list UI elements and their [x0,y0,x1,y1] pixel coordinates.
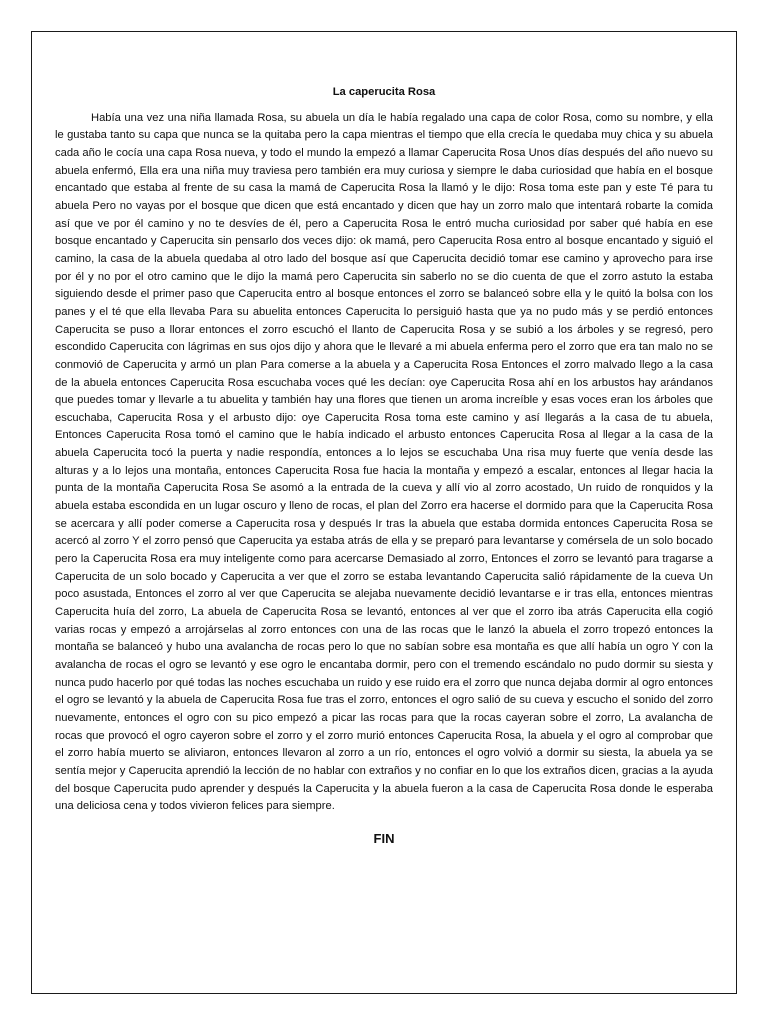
story-paragraph: Había una vez una niña llamada Rosa, su abuela un día le había regalado una capa de color Rosa, como su nombre, y ella le gustaba tanto su capa que nunca se la quitaba pero la capa mientras el tiempo que ella crecía le quedaba muy chica y su abuela cada año le cocía una capa Rosa nueva, y todo el mundo la empezó a llamar Caperucita Rosa Unos días después del año nuevo su abuela enfermó, Ella era una niña muy traviesa pero también era muy curiosa y siempre le daba curiosidad que había en el bosque encantado que estaba al frente de su casa la mamá de Caperucita Rosa la llamó y le dijo: Rosa toma este pan y este Té para tu abuela Pero no vayas por el bosque que dicen que está encantado y dicen que hay un zorro malo que intentará robarte la comida así que ve por él camino y no te desvíes de él, pero a Caperucita Rosa le entró mucha curiosidad por saber qué había en ese bosque encantado y Caperucita sin pensarlo dos veces dijo: ok mamá, pero Caperucita Rosa entro al bosque encantado y siguió el camino, la casa de la abuela quedaba al otro lado del bosque así que Caperucita decidió tomar ese camino y aprovecho para irse por él y no por el otro camino que le dijo la mamá pero Caperucita sin saberlo no se dio cuenta de que el zorro astuto la estaba siguiendo desde el primer paso que Caperucita entro al bosque entonces el zorro se balanceó sobre ella y le quitó la bolsa con los panes y el té que ella llevaba Para su abuelita entonces Caperucita lo persiguió hasta que ya no pudo más y se perdió entonces Caperucita se puso a llorar entonces el zorro escuchó el llanto de Caperucita Rosa y se subió a los árboles y se regresó, pero escondido Caperucita con lágrimas en sus ojos dijo y ahora que le llevaré a mi abuela enferma pero el zorro que era tan malo no se conmovió de Caperucita y armó un plan Para comerse a la abuela y a Caperucita Rosa Entonces el zorro malvado llego a la casa de la abuela entonces Caperucita Rosa escuchaba voces qué les decían: oye Caperucita Rosa ahí en los arbustos hay arándanos que puedes tomar y llevarle a tu abuelita y también hay una flores que tienen un aroma increíble y esas voces eran los árboles que escuchaba, Caperucita Rosa y el arbusto dijo: oye Caperucita Rosa toma este camino y así llegarás a la casa de tu abuela, Entonces Caperucita Rosa tomó el camino que le había indicado el arbusto entonces Caperucita Rosa al llegar a la casa de la abuela Caperucita tocó la puerta y nadie respondía, entonces a lo lejos se escuchaba Una risa muy fuerte que venía desde las alturas y a lo lejos una montaña, entonces Caperucita Rosa fue hacia la montaña y empezó a escalar, entonces al llegar hacia la punta de la montaña Caperucita Rosa Se asomó a la entrada de la cueva y allí vio al zorro acostado, Un ruido de ronquidos y la abuela estaba escondida en un lugar oscuro y lleno de rocas, el plan del Zorro era hacerse el dormido para que la Caperucita Rosa se acercara y allí poder comerse a Caperucita rosa y después Ir tras la abuela que estaba dormida entonces Caperucita Rosa se acercó al zorro Y el zorro pensó que Caperucita ya estaba atrás de ella y se preparó para levantarse y comérsela de un solo bocado pero la Caperucita Rosa era muy inteligente como para acercarse Demasiado al zorro, Entonces el zorro se levantó para tragarse a Caperucita de un solo bocado y Caperucita a ver que el zorro se estaba levantando Caperucita salió rápidamente de la cueva Un poco asustada, Entonces el zorro al ver que Caperucita se alejaba nuevamente decidió levantarse e ir tras ella, entonces mientras Caperucita huía del zorro, La abuela de Caperucita Rosa se levantó, entonces al ver que el zorro iba atrás Caperucita ella cogió varias rocas y empezó a arrojárselas al zorro entonces con una de las rocas que le lanzó la abuela el zorro tropezó entonces la montaña se balanceó y hubo una avalancha de rocas pero lo que no sabían sobre esa montaña es que allí había un ogro Y con la avalancha de rocas el ogro se levantó y ese ogro le encantaba dormir, pero con el tremendo escándalo no pudo dormir su siesta y nunca pudo hacerlo por qué todas las noches escuchaba un ruido y ese ruido era el zorro que nunca dejaba dormir al ogro entonces el ogro se levantó y la abuela de Caperucita Rosa fue tras el zorro, entonces el ogro salió de su cueva y escucho el sonido del zorro nuevamente, entonces el ogro con su pico empezó a picar las rocas para que la rocas cayeran sobre el zorro, La avalancha de rocas que provocó el ogro cayeron sobre el zorro y el zorro murió entonces Caperucita Rosa, la abuela y el ogro al comprobar que el zorro había muerto se aliviaron, entonces llevaron al zorro a un río, entonces el ogro volvió a dormir su siesta, la abuela ya se sentía mejor y Caperucita aprendió la lección de no hablar con extraños y no confiar en lo que los extraños dicen, gracias a la ayuda del bosque Caperucita pudo aprender y después la Caperucita y la abuela fueron a la casa de Caperucita Rosa donde le esperaba una deliciosa cena y todos vivieron felices para siempre. [55,111,713,813]
end-marker: FIN [373,830,395,846]
document-content [55,84,713,848]
document-title: La caperucita Rosa [332,86,436,98]
